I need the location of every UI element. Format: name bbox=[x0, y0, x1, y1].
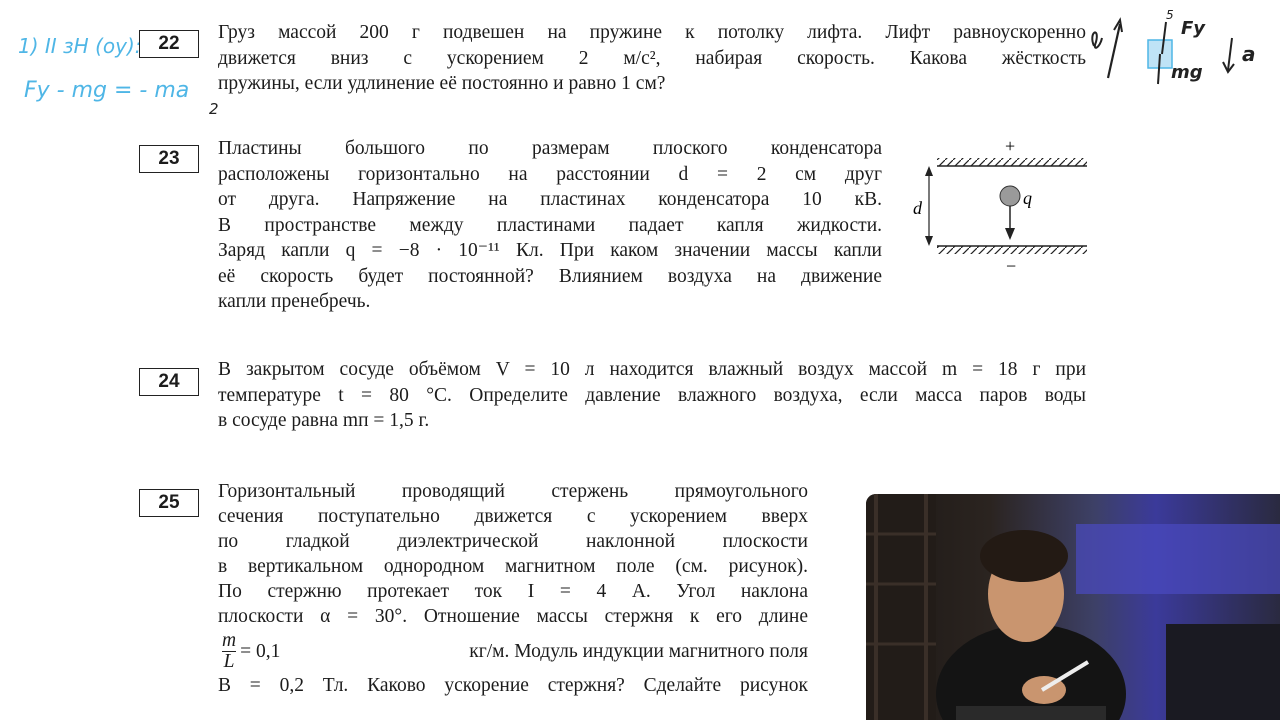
annotation-a: a bbox=[1242, 42, 1256, 66]
annotation-small-mark: 2 bbox=[209, 100, 219, 118]
fraction-units-visible: кг/м. Модуль индукции магнитного поля bbox=[469, 640, 808, 662]
problem-25-number: 25 bbox=[139, 489, 199, 517]
problem-23-line: В пространстве между пластинами падает капля жидкости. bbox=[218, 214, 882, 236]
problem-25-line: Горизонтальный проводящий стержень прямоугольного bbox=[218, 481, 808, 502]
problem-25-line: в вертикальном однородном магнитном поле (см. рисунок). bbox=[218, 556, 808, 577]
annotation-law: 1) II зН (оу): bbox=[18, 34, 142, 58]
problem-23-text bbox=[218, 136, 882, 315]
axis-y-line bbox=[1108, 24, 1120, 78]
problem-24-number: 24 bbox=[139, 368, 199, 396]
problem-25-line: по гладкой диэлектрической наклонной плоскости bbox=[218, 531, 808, 552]
tablet bbox=[956, 706, 1106, 720]
annotation-fy: Fу bbox=[1181, 18, 1206, 39]
droplet bbox=[1000, 186, 1020, 206]
problem-22-line: Груз массой 200 г подвешен на пружине к потолку лифта. Лифт равноускоренно bbox=[218, 22, 1086, 43]
problem-22-line: пружины, если удлинение её постоянно и равно 1 см? bbox=[218, 73, 666, 94]
top-plate-hatch bbox=[937, 158, 1087, 166]
plus-sign: + bbox=[1005, 136, 1016, 156]
problem-25-line: сечения поступательно движется с ускорением вверх bbox=[218, 506, 808, 527]
wall-light bbox=[1076, 524, 1280, 594]
problem-25-line bbox=[218, 629, 808, 673]
mass-per-length-fraction: $\frac{m}{L}$ bbox=[222, 629, 237, 672]
presenter-hair bbox=[980, 530, 1068, 582]
problem-24-line: температуре t = 80 °C. Определите давление влажного воздуха, если масса паров воды bbox=[218, 384, 1086, 406]
annotation-mg: mg bbox=[1171, 62, 1203, 83]
distance-arrow-bottom bbox=[925, 236, 933, 246]
webcam-overlay bbox=[866, 494, 1280, 720]
annotation-top-mark: 5 bbox=[1166, 8, 1174, 22]
problem-24-line: В закрытом сосуде объёмом V = 10 л находится влажный воздух массой m = 18 г при bbox=[218, 359, 1086, 380]
problem-23-number: 23 bbox=[139, 145, 199, 173]
problem-23-line: от друга. Напряжение на пластинах конденсатора 10 кВ. bbox=[218, 189, 882, 210]
problem-25-line: плоскости α = 30°. Отношение массы стержня к его длине bbox=[218, 606, 808, 627]
problem-25-line: По стержню протекает ток I = 4 А. Угол наклона bbox=[218, 581, 808, 602]
distance-label: d bbox=[913, 198, 922, 218]
problem-23-line: расположены горизонтально на расстоянии d = 2 см друг bbox=[218, 163, 882, 185]
problem-23-line: Заряд капли q = −8 · 10⁻¹¹ Кл. При каком значении массы капли bbox=[218, 240, 882, 261]
distance-arrow-top bbox=[925, 166, 933, 176]
capacitor-figure bbox=[905, 136, 1095, 276]
accel-arrow bbox=[1228, 38, 1232, 70]
problem-24-text bbox=[218, 357, 1086, 434]
sketch-squiggle bbox=[1092, 32, 1102, 47]
problem-22-line: движется вниз с ускорением 2 м/с², набирая скорость. Какова жёсткость bbox=[218, 47, 1086, 69]
problem-23-line: капли пренебречь. bbox=[218, 291, 371, 312]
presenter-video bbox=[866, 494, 1280, 720]
problem-25-line: B = 0,2 Тл. Каково ускорение стержня? Сделайте рисунок bbox=[218, 675, 808, 696]
problem-24-line: в сосуде равна mп = 1,5 г. bbox=[218, 410, 430, 431]
charge-label: q bbox=[1023, 188, 1032, 208]
problem-22-text bbox=[218, 20, 1086, 97]
annotation-equation: Fу - mg = - ma bbox=[24, 78, 190, 103]
bottom-plate-hatch bbox=[937, 246, 1087, 254]
minus-sign: − bbox=[1006, 256, 1017, 276]
fraction-value: = 0,1 bbox=[240, 640, 281, 662]
problem-23-line: её скорость будет постоянной? Влиянием воздуха на движение bbox=[218, 265, 882, 287]
problem-25-text bbox=[218, 479, 808, 698]
droplet-velocity-head bbox=[1005, 228, 1015, 240]
monitor bbox=[1166, 624, 1280, 720]
problem-22-number: 22 bbox=[139, 30, 199, 58]
problem-23-line: Пластины большого по размерам плоского конденсатора bbox=[218, 138, 882, 159]
